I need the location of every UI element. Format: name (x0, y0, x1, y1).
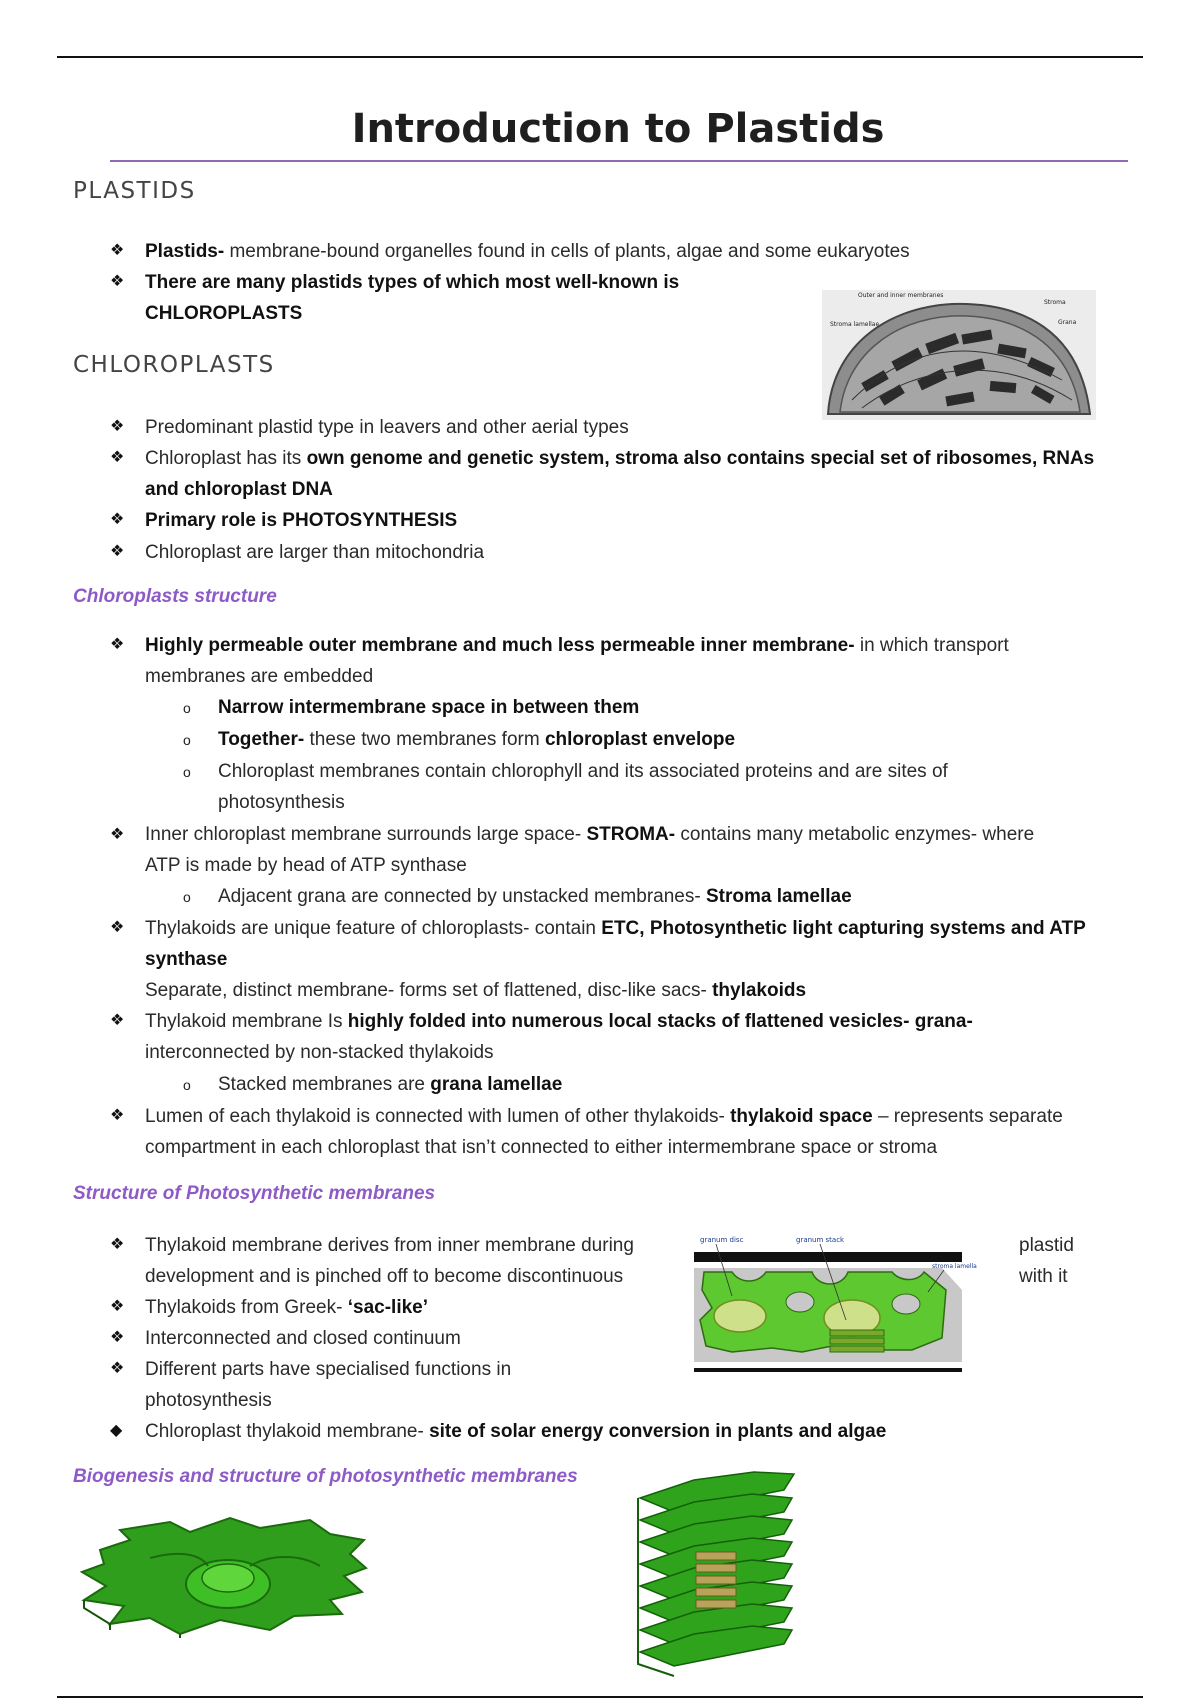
thylakoid-membrane-diagram (692, 1230, 1004, 1376)
bullet-icon: ❖ (110, 418, 125, 435)
structure-sub-1b: Together- these two membranes form chloroplast envelope (218, 729, 736, 750)
sub-bullet-icon: o (183, 889, 191, 905)
heading-photosynthetic-membranes: Structure of Photosynthetic membranes (73, 1183, 436, 1204)
membranes-bullet-2: Thylakoids from Greek- ‘sac-like’ (145, 1297, 429, 1318)
page-title: Introduction to Plastids (351, 106, 885, 152)
bullet-icon: ❖ (110, 242, 125, 259)
bottom-rule (57, 1696, 1143, 1698)
bullet-icon: ❖ (110, 636, 125, 653)
figure-label-stroma-lamellae: Stroma lamellae (830, 321, 880, 328)
sub-bullet-icon: o (183, 700, 191, 716)
structure-sub-2a: Adjacent grana are connected by unstacked membranes- Stroma lamellae (218, 886, 852, 907)
plastids-bullet-1: Plastids- membrane-bound organelles found in cells of plants, algae and some eukaryotes (145, 241, 910, 262)
figure-label-grana: Grana (1058, 319, 1077, 326)
chloroplasts-bullet-3: Primary role is PHOTOSYNTHESIS (145, 510, 458, 531)
plastids-bullet-2: There are many plastids types of which most well-known is CHLOROPLASTS (145, 272, 680, 324)
structure-bullet-1: Highly permeable outer membrane and much less permeable inner membrane- in which transport membranes are embedded (145, 635, 1009, 687)
heading-chloroplasts-structure: Chloroplasts structure (73, 586, 277, 607)
membranes-bullet-1-continuation: plastid with it (1019, 1235, 1074, 1287)
bullet-icon: ❖ (110, 919, 125, 936)
structure-sub-1c: Chloroplast membranes contain chlorophyll and its associated proteins and are sites of photosynthesis (218, 761, 948, 813)
sub-bullet-icon: o (183, 732, 191, 748)
structure-bullet-5: Lumen of each thylakoid is connected with lumen of other thylakoids- thylakoid space – represents separate compartment in each chloroplast that isn’t connected to either intermembrane space or stroma (145, 1106, 1063, 1158)
sub-bullet-icon: o (183, 1077, 191, 1093)
membranes-bullet-3: Interconnected and closed continuum (145, 1328, 461, 1349)
diagram-label-stroma-lamella: stroma lamella (932, 1263, 977, 1270)
structure-sub-4a: Stacked membranes are grana lamellae (218, 1074, 563, 1095)
figure-label-outer-inner: Outer and inner membranes (858, 292, 944, 299)
chloroplast-micrograph-figure (822, 290, 1096, 420)
bullet-icon: ❖ (110, 543, 125, 560)
structure-bullet-3: Thylakoids are unique feature of chloroplasts- contain ETC, Photosynthetic light capturing systems and ATP synthase Separate, distinct membrane- forms set of flattened, disc-like sacs- thylakoids (145, 918, 1086, 1001)
membranes-bullet-5: Chloroplast thylakoid membrane- site of solar energy conversion in plants and algae (145, 1421, 887, 1442)
top-rule (57, 56, 1143, 58)
chloroplasts-bullet-2: Chloroplast has its own genome and genetic system, stroma also contains special set of ribosomes, RNAs and chloroplast DNA (145, 448, 1095, 500)
structure-bullet-4: Thylakoid membrane Is highly folded into numerous local stacks of flattened vesicles- grana- interconnected by non-stacked thylakoids (145, 1011, 973, 1063)
diagram-label-granum-stack: granum stack (796, 1236, 845, 1244)
heading-plastids: PLASTIDS (73, 178, 196, 204)
bullet-icon: ❖ (110, 449, 125, 466)
chloroplasts-bullet-4: Chloroplast are larger than mitochondria (145, 542, 485, 563)
diagram-label-granum-disc: granum disc (700, 1236, 744, 1244)
bullet-icon: ❖ (110, 1107, 125, 1124)
bullet-icon: ❖ (110, 826, 125, 843)
bullet-icon: ❖ (110, 1236, 125, 1253)
bullet-icon: ❖ (110, 1012, 125, 1029)
bullet-icon: ❖ (110, 511, 125, 528)
figure-label-stroma: Stroma (1044, 299, 1066, 306)
thylakoid-disc-3d-figure (80, 1510, 370, 1638)
heading-biogenesis: Biogenesis and structure of photosynthetic membranes (73, 1466, 578, 1487)
structure-sub-1a: Narrow intermembrane space in between them (218, 697, 640, 718)
grana-stack-3d-figure (634, 1468, 800, 1678)
sub-bullet-icon: o (183, 764, 191, 780)
bullet-icon: ❖ (110, 1329, 125, 1346)
structure-bullet-2: Inner chloroplast membrane surrounds large space- STROMA- contains many metabolic enzymes- where ATP is made by head of ATP synthase (145, 824, 1035, 876)
heading-chloroplasts: CHLOROPLASTS (73, 352, 275, 378)
chloroplasts-bullet-1: Predominant plastid type in leavers and other aerial types (145, 417, 629, 438)
bullet-icon: ❖ (110, 273, 125, 290)
membranes-bullet-1: Thylakoid membrane derives from inner membrane during development and is pinched off to become discontinuous (145, 1235, 634, 1287)
title-underline (110, 160, 1128, 162)
bullet-icon: ◆ (110, 1422, 123, 1439)
bullet-icon: ❖ (110, 1360, 125, 1377)
membranes-bullet-4: Different parts have specialised functions in photosynthesis (145, 1359, 512, 1411)
bullet-icon: ❖ (110, 1298, 125, 1315)
